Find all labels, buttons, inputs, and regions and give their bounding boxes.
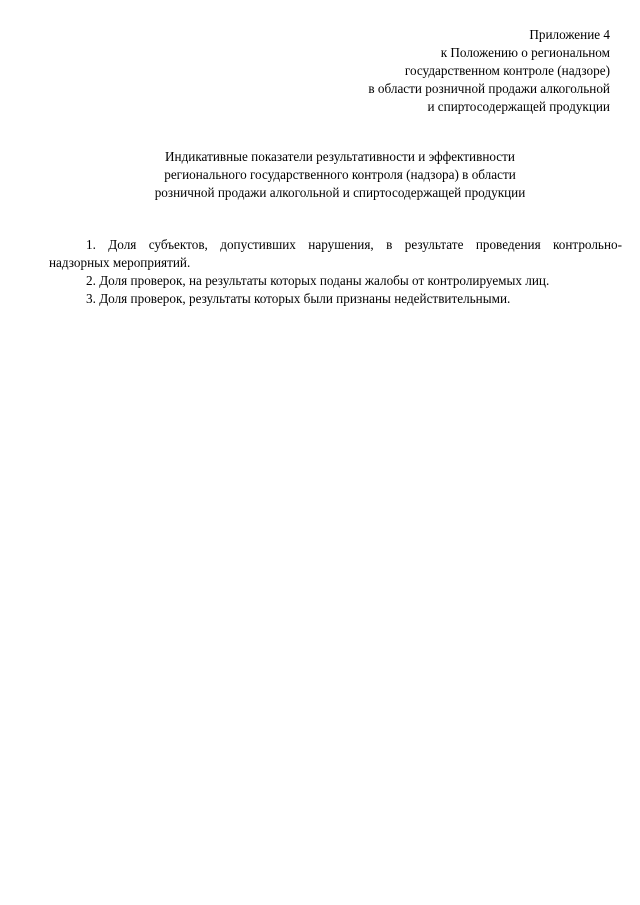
appendix-reference-line: и спиртосодержащей продукции	[427, 99, 610, 114]
title-line: розничной продажи алкогольной и спиртосодержащей продукции	[154, 185, 526, 200]
appendix-header	[290, 26, 610, 116]
document-title	[60, 148, 620, 202]
title-line: Индикативные показатели результативности и эффективности	[165, 149, 515, 164]
indicator-item	[49, 290, 622, 308]
appendix-number: Приложение 4	[529, 27, 610, 42]
indicator-text: 1. Доля субъектов, допустивших нарушения, в результате проведения контрольно-	[86, 237, 622, 252]
indicator-text: 3. Доля проверок, результаты которых были признаны недействительными.	[86, 291, 511, 306]
appendix-reference-line: государственном контроле (надзоре)	[404, 63, 610, 78]
indicator-text: 2. Доля проверок, на результаты которых поданы жалобы от контролируемых лиц.	[86, 273, 550, 288]
title-line: регионального государственного контроля (надзора) в области	[164, 167, 516, 182]
appendix-reference-line: к Положению о региональном	[440, 45, 610, 60]
appendix-reference-line: в области розничной продажи алкогольной	[368, 81, 610, 96]
indicator-item	[49, 272, 622, 290]
indicator-list	[49, 236, 622, 308]
indicator-item	[49, 236, 622, 272]
indicator-text-continuation: надзорных мероприятий.	[49, 255, 191, 270]
